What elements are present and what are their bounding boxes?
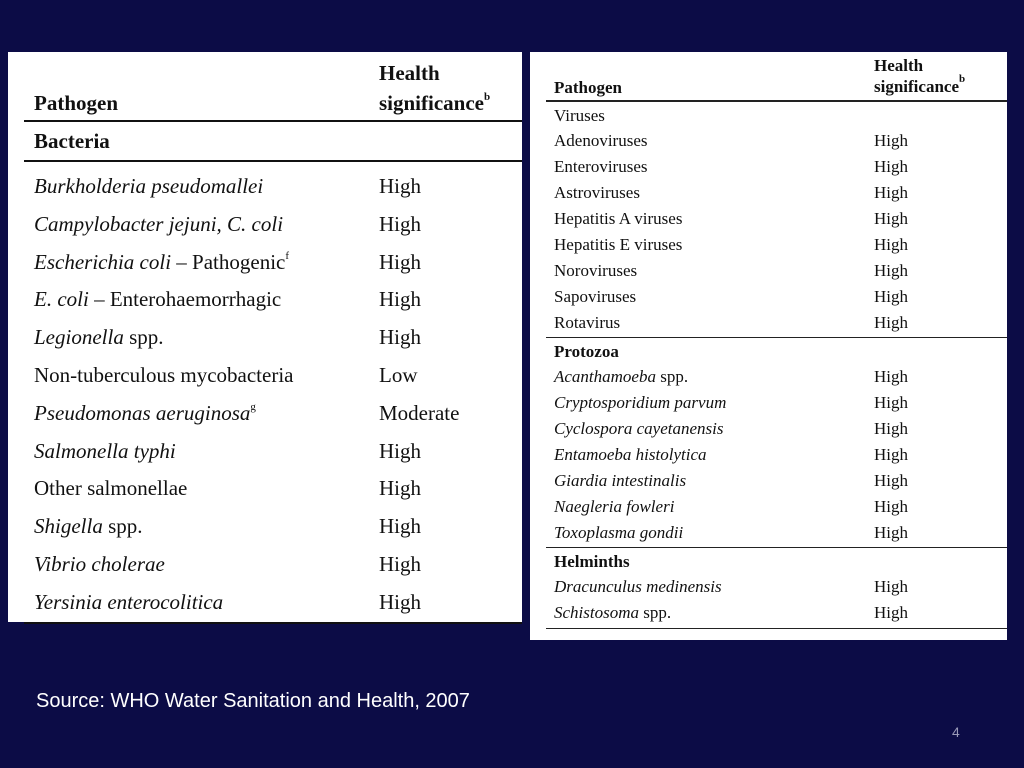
health-significance-value: High bbox=[874, 497, 908, 516]
table-row bbox=[546, 232, 1007, 258]
pathogen-name-italic: Entamoeba histolytica bbox=[554, 445, 707, 464]
table-row bbox=[546, 206, 1007, 232]
health-significance-value: High bbox=[379, 211, 421, 236]
bacteria-table-panel bbox=[8, 52, 522, 622]
table-row bbox=[24, 395, 522, 433]
pathogen-name-italic: Cryptosporidium parvum bbox=[554, 393, 727, 412]
health-significance-value: High bbox=[874, 313, 908, 332]
table-row bbox=[24, 281, 522, 319]
health-significance-value: High bbox=[379, 174, 421, 198]
health-significance-value: High bbox=[874, 235, 908, 254]
table-row bbox=[24, 319, 522, 357]
pathogen-name-plain: Hepatitis E viruses bbox=[554, 235, 683, 254]
table-row bbox=[24, 433, 522, 471]
table-row bbox=[546, 284, 1007, 310]
pathogen-name bbox=[554, 310, 620, 336]
pathogen-column-header: Pathogen bbox=[554, 78, 622, 97]
health-significance-value: High bbox=[874, 471, 908, 490]
pathogen-name-italic: Vibrio cholerae bbox=[34, 551, 165, 576]
table-row bbox=[546, 154, 1007, 180]
health-header-line2: significance bbox=[874, 77, 959, 96]
pathogen-name-italic: Legionella bbox=[34, 325, 124, 350]
pathogen-table-right bbox=[546, 52, 1007, 629]
health-significance-value: High bbox=[874, 183, 908, 202]
table-row bbox=[546, 310, 1007, 336]
pathogen-name bbox=[554, 390, 726, 416]
pathogen-name-italic: Giardia intestinalis bbox=[554, 471, 687, 490]
health-significance-value: High bbox=[874, 209, 908, 228]
health-significance-value: High bbox=[379, 438, 421, 463]
pathogen-name-plain: spp. bbox=[123, 325, 164, 350]
pathogen-name bbox=[34, 281, 281, 319]
pathogen-name bbox=[34, 433, 176, 471]
table-row bbox=[546, 520, 1007, 546]
table-row bbox=[24, 508, 522, 546]
pathogen-name bbox=[34, 244, 289, 282]
pathogen-name-italic: Burkholderia pseudomallei bbox=[34, 174, 264, 198]
pathogen-name bbox=[554, 154, 647, 180]
pathogen-name-plain: Enteroviruses bbox=[554, 157, 648, 176]
table-row bbox=[546, 442, 1007, 468]
health-header-line2: significance bbox=[379, 91, 484, 115]
pathogen-name-plain: – Pathogenic bbox=[171, 249, 286, 274]
table-row bbox=[24, 470, 522, 508]
table-row bbox=[24, 584, 522, 622]
footnote-marker: f bbox=[285, 249, 290, 262]
health-header-footnote: b bbox=[484, 91, 491, 103]
table-row bbox=[546, 600, 1007, 626]
health-significance-value: Low bbox=[379, 362, 418, 387]
helminths-rows bbox=[546, 574, 1007, 626]
health-significance-value: High bbox=[379, 551, 421, 576]
bacteria-group-heading: Bacteria bbox=[24, 122, 522, 162]
health-significance-value: High bbox=[379, 476, 421, 501]
pathogen-name bbox=[554, 520, 683, 546]
table-row bbox=[546, 468, 1007, 494]
health-significance-value: High bbox=[874, 131, 908, 150]
health-significance-column-header bbox=[379, 58, 490, 118]
pathogen-name-plain: Hepatitis A viruses bbox=[554, 209, 683, 228]
bacteria-rows bbox=[24, 162, 522, 624]
table-row bbox=[24, 206, 522, 244]
health-significance-value: High bbox=[874, 419, 908, 438]
pathogen-name bbox=[34, 470, 187, 508]
source-citation: Source: WHO Water Sanitation and Health, 2007 bbox=[36, 690, 470, 712]
viruses-rows bbox=[546, 128, 1007, 336]
pathogen-name-italic: Cyclospora cayetanensis bbox=[554, 419, 724, 438]
pathogen-name bbox=[34, 206, 283, 244]
health-significance-value: High bbox=[379, 287, 421, 312]
pathogen-name bbox=[554, 416, 724, 442]
protozoa-rows bbox=[546, 364, 1007, 546]
table-row bbox=[546, 258, 1007, 284]
health-significance-value: High bbox=[874, 157, 908, 176]
pathogen-name bbox=[554, 468, 686, 494]
table-row bbox=[546, 416, 1007, 442]
pathogen-name bbox=[554, 258, 637, 284]
pathogen-name bbox=[34, 584, 223, 622]
health-significance-value: High bbox=[874, 523, 908, 542]
pathogen-name bbox=[34, 357, 294, 395]
viruses-protozoa-helminths-table-panel bbox=[530, 52, 1007, 640]
viruses-group-heading: Viruses bbox=[554, 106, 605, 125]
table-row bbox=[24, 546, 522, 584]
pathogen-name-plain: Non-tuberculous mycobacteria bbox=[34, 362, 294, 387]
pathogen-column-header: Pathogen bbox=[34, 91, 118, 115]
pathogen-name-italic: Dracunculus medinensis bbox=[554, 577, 722, 596]
pathogen-name bbox=[554, 180, 640, 206]
health-significance-value: High bbox=[874, 603, 908, 622]
health-header-line1: Health bbox=[874, 56, 924, 75]
table-row bbox=[546, 574, 1007, 600]
health-significance-column-header bbox=[874, 55, 965, 97]
health-header-footnote: b bbox=[959, 73, 966, 85]
pathogen-name-plain: Other salmonellae bbox=[34, 476, 188, 501]
health-significance-value: High bbox=[874, 261, 908, 280]
pathogen-name bbox=[554, 364, 688, 390]
table-row bbox=[24, 168, 522, 206]
pathogen-name bbox=[554, 128, 647, 154]
pathogen-name-italic: Shigella bbox=[34, 514, 103, 539]
pathogen-name bbox=[554, 600, 671, 626]
table-row bbox=[24, 244, 522, 282]
right-table-header bbox=[546, 52, 1007, 102]
pathogen-name bbox=[34, 546, 165, 584]
health-significance-value: High bbox=[874, 445, 908, 464]
table-row bbox=[546, 390, 1007, 416]
pathogen-name-plain: spp. bbox=[655, 367, 689, 386]
table-row bbox=[546, 128, 1007, 154]
pathogen-name-italic: Schistosoma bbox=[554, 603, 639, 622]
footnote-marker: g bbox=[250, 400, 256, 413]
health-significance-value: High bbox=[379, 249, 421, 274]
pathogen-name-italic: Acanthamoeba bbox=[554, 367, 656, 386]
bacteria-table bbox=[24, 52, 522, 624]
pathogen-name-plain: – Enterohaemorrhagic bbox=[88, 287, 282, 312]
pathogen-name-italic: Naegleria fowleri bbox=[554, 497, 675, 516]
pathogen-name-plain: spp. bbox=[102, 514, 143, 539]
protozoa-group-heading: Protozoa bbox=[554, 342, 619, 361]
pathogen-name-plain: Sapoviruses bbox=[554, 287, 637, 306]
table-row bbox=[546, 364, 1007, 390]
health-significance-value: High bbox=[379, 325, 421, 350]
pathogen-name-plain: spp. bbox=[639, 603, 672, 622]
health-significance-value: Moderate bbox=[379, 400, 460, 425]
pathogen-name-italic: Salmonella typhi bbox=[34, 438, 176, 463]
pathogen-name bbox=[554, 232, 682, 258]
pathogen-name-italic: Pseudomonas aeruginosa bbox=[34, 400, 251, 425]
health-header-line1: Health bbox=[379, 61, 440, 85]
pathogen-name bbox=[34, 395, 256, 433]
pathogen-name-italic: Escherichia coli bbox=[34, 249, 172, 274]
table-row bbox=[546, 180, 1007, 206]
pathogen-name-italic: Yersinia enterocolitica bbox=[34, 589, 224, 614]
pathogen-name-plain: Astroviruses bbox=[554, 183, 640, 202]
pathogen-name-italic: Toxoplasma gondii bbox=[554, 523, 684, 542]
bacteria-table-header bbox=[24, 52, 522, 122]
health-significance-value: High bbox=[379, 589, 421, 614]
pathogen-name bbox=[554, 574, 722, 600]
health-significance-value: High bbox=[874, 287, 908, 306]
pathogen-name bbox=[554, 494, 674, 520]
slide-number: 4 bbox=[952, 724, 960, 740]
pathogen-name-italic: E. coli bbox=[34, 287, 89, 312]
health-significance-value: High bbox=[874, 393, 908, 412]
health-significance-value: High bbox=[874, 577, 908, 596]
pathogen-name-italic: Campylobacter jejuni, C. coli bbox=[34, 211, 284, 236]
pathogen-name bbox=[34, 168, 263, 206]
pathogen-name bbox=[554, 206, 682, 232]
pathogen-name-plain: Adenoviruses bbox=[554, 131, 648, 150]
pathogen-name bbox=[554, 284, 636, 310]
pathogen-name-plain: Noroviruses bbox=[554, 261, 638, 280]
table-row bbox=[546, 494, 1007, 520]
pathogen-name bbox=[34, 508, 143, 546]
health-significance-value: High bbox=[874, 367, 908, 386]
helminths-group-heading: Helminths bbox=[554, 552, 630, 571]
table-row bbox=[24, 357, 522, 395]
pathogen-name bbox=[554, 442, 707, 468]
pathogen-name-plain: Rotavirus bbox=[554, 313, 621, 332]
pathogen-name bbox=[34, 319, 164, 357]
health-significance-value: High bbox=[379, 514, 421, 539]
